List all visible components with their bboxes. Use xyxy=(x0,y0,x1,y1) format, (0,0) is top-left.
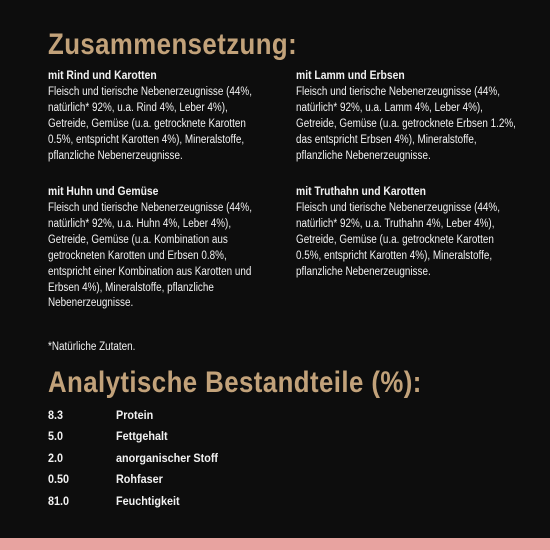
composition-block-chicken xyxy=(48,185,293,312)
analytics-row xyxy=(48,469,229,491)
text-line: Getreide, Gemüse (u.a. Kombination aus xyxy=(48,233,228,246)
text-line: natürlich* 92%, u.a. Truthahn 4%, Leber 4%), xyxy=(296,217,495,230)
analytics-value: 5.0 xyxy=(48,429,64,444)
text-line: das entspricht Erbsen 4%), Mineralstoffe, xyxy=(296,133,477,146)
text-line: natürlich* 92%, u.a. Rind 4%, Leber 4%), xyxy=(48,101,228,114)
block-title: mit Huhn und Gemüse xyxy=(48,186,159,198)
composition-block-beef xyxy=(48,69,293,165)
text-line: Getreide, Gemüse (u.a. getrocknete Karotten xyxy=(48,117,246,130)
block-text xyxy=(48,85,293,165)
block-title: mit Rind und Karotten xyxy=(48,70,157,82)
analytics-label: Feuchtigkeit xyxy=(116,493,180,508)
block-text xyxy=(48,201,293,312)
analytics-row xyxy=(48,404,229,426)
analytics-label: Fettgehalt xyxy=(116,429,168,444)
analytics-label: anorganischer Stoff xyxy=(116,450,219,465)
text-line: pflanzliche Nebenerzeugnisse. xyxy=(296,265,431,278)
text-line: Fleisch und tierische Nebenerzeugnisse (44%, xyxy=(296,86,500,98)
footnote: *Natürliche Zutaten. xyxy=(48,341,136,353)
bottom-color-stripe xyxy=(0,538,550,550)
text-line: getrockneten Karotten und Erbsen 0.8%, xyxy=(48,249,227,262)
text-line: Erbsen 4%), Mineralstoffe, pflanzliche xyxy=(48,281,214,294)
block-title: mit Truthahn und Karotten xyxy=(296,186,426,198)
composition-heading: Zusammensetzung: xyxy=(48,28,298,61)
analytics-row xyxy=(48,426,229,448)
block-text xyxy=(296,201,541,281)
analytics-value: 2.0 xyxy=(48,450,64,465)
text-line: pflanzliche Nebenerzeugnisse. xyxy=(296,149,431,162)
analytics-row xyxy=(48,490,229,512)
analytics-label: Protein xyxy=(116,407,154,422)
text-line: Fleisch und tierische Nebenerzeugnisse (44%, xyxy=(296,202,500,214)
text-line: Nebenerzeugnisse. xyxy=(48,297,134,310)
text-line: entspricht einer Kombination aus Karotten und xyxy=(48,265,252,278)
text-line: natürlich* 92%, u.a. Huhn 4%, Leber 4%), xyxy=(48,217,232,230)
text-line: Fleisch und tierische Nebenerzeugnisse (44%, xyxy=(48,202,252,214)
analytics-list xyxy=(48,404,229,512)
analytics-label: Rohfaser xyxy=(116,472,163,487)
text-line: Getreide, Gemüse (u.a. getrocknete Erbsen 1.2%, xyxy=(296,117,516,130)
analytics-heading: Analytische Bestandteile (%): xyxy=(48,366,422,399)
analytics-row xyxy=(48,447,229,469)
analytics-value: 0.50 xyxy=(48,472,70,487)
text-line: natürlich* 92%, u.a. Lamm 4%, Leber 4%), xyxy=(296,101,483,114)
analytics-value: 8.3 xyxy=(48,407,64,422)
analytics-value: 81.0 xyxy=(48,493,70,508)
block-title: mit Lamm und Erbsen xyxy=(296,70,405,82)
text-line: pflanzliche Nebenerzeugnisse. xyxy=(48,149,183,162)
composition-block-turkey xyxy=(296,185,541,281)
composition-block-lamb xyxy=(296,69,541,165)
text-line: Getreide, Gemüse (u.a. getrocknete Karotten xyxy=(296,233,494,246)
text-line: 0.5%, entspricht Karotten 4%), Mineralstoffe, xyxy=(48,133,245,146)
text-line: 0.5%, entspricht Karotten 4%), Mineralstoffe, xyxy=(296,249,493,262)
block-text xyxy=(296,85,541,165)
text-line: Fleisch und tierische Nebenerzeugnisse (44%, xyxy=(48,86,252,98)
